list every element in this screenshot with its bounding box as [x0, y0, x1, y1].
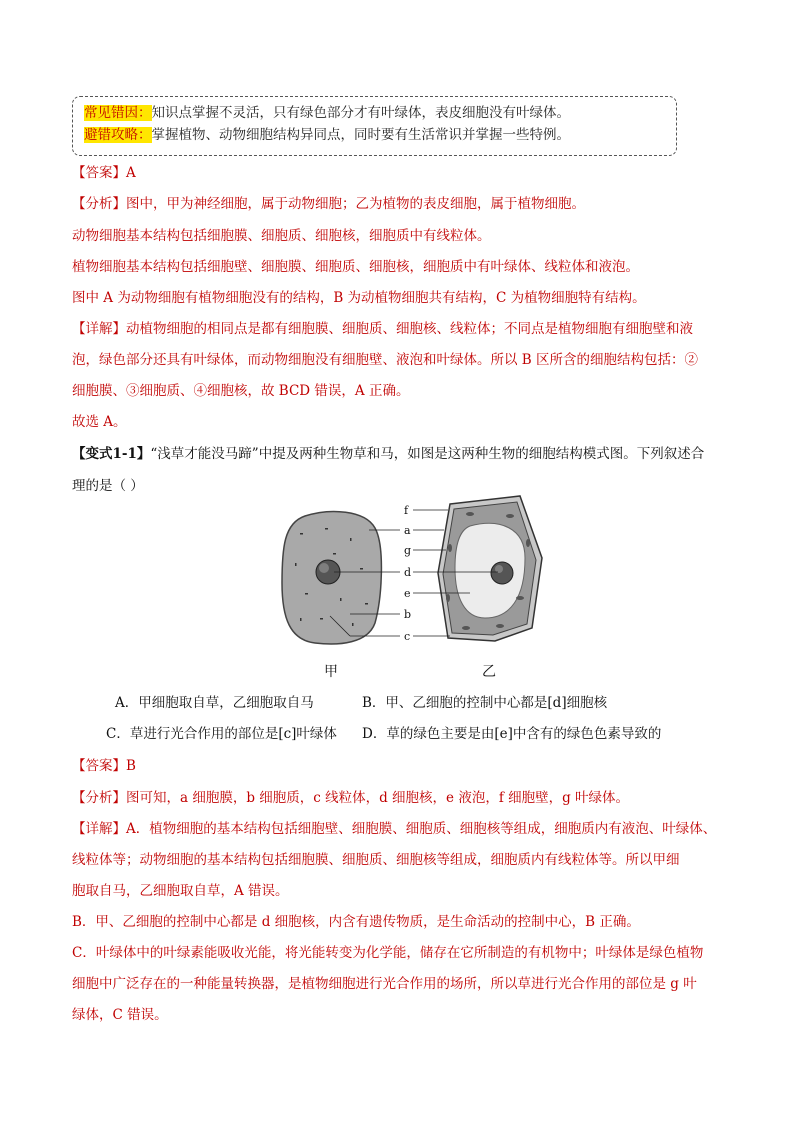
- common-error-text: 知识点掌握不灵活，只有绿色部分才有叶绿体，表皮细胞没有叶绿体。: [151, 105, 570, 121]
- q1-analysis-line4: 图中 A 为动物细胞有植物细胞没有的结构，B 为动植物细胞共有结构，C 为植物细胞特有结构。: [72, 290, 646, 306]
- q2-stem-line2: 理的是（ ）: [72, 478, 144, 494]
- q1-analysis-line3: 植物细胞基本结构包括细胞壁、细胞膜、细胞质、细胞核，细胞质中有叶绿体、线粒体和液泡。: [72, 259, 639, 275]
- q1-detail-line2: 泡，绿色部分还具有叶绿体，而动物细胞没有细胞壁、液泡和叶绿体。所以 B 区所含的细胞结构包括：②: [72, 352, 699, 368]
- q1-answer: 【答案】A: [72, 165, 136, 181]
- option-d[interactable]: D．草的绿色主要是由[e]中含有的绿色色素导致的: [362, 726, 662, 742]
- q1-detail-tag: 【详解】: [72, 321, 126, 337]
- q2-detail-line2: 线粒体等；动物细胞的基本结构包括细胞膜、细胞质、细胞核等组成，细胞质内有线粒体等。所以甲细: [72, 852, 680, 868]
- q1-analysis-tag: 【分析】: [72, 196, 126, 212]
- q1-detail-text: 动植物细胞的相同点是都有细胞膜、细胞质、细胞核、线粒体；不同点是植物细胞有细胞壁和液: [126, 321, 693, 337]
- q2-tag: 【变式1-1】: [72, 446, 151, 462]
- q2-detail-c3: 绿体，C 错误。: [72, 1007, 168, 1023]
- caption-jia: 甲: [324, 664, 338, 680]
- tip-line-2: [84, 126, 570, 144]
- q2-stem-text: “浅草才能没马蹄”中提及两种生物草和马，如图是这两种生物的细胞结构模式图。下列叙述合: [150, 446, 705, 462]
- label-f: f: [404, 504, 409, 517]
- q2-analysis-tag: 【分析】: [72, 790, 126, 806]
- q2-detail-text: A．植物细胞的基本结构包括细胞壁、细胞膜、细胞质、细胞核等组成，细胞质内有液泡、叶绿体、: [126, 821, 717, 837]
- avoid-error-text: 掌握植物、动物细胞结构异同点，同时要有生活常识并掌握一些特例。: [151, 127, 570, 143]
- option-c[interactable]: C．草进行光合作用的部位是[c]叶绿体: [106, 726, 337, 742]
- option-b[interactable]: B．甲、乙细胞的控制中心都是[d]细胞核: [362, 695, 608, 711]
- q1-analysis-text: 图中，甲为神经细胞，属于动物细胞；乙为植物的表皮细胞，属于植物细胞。: [126, 196, 585, 212]
- figure-labels: [404, 504, 411, 643]
- q2-detail-c1: C．叶绿体中的叶绿素能吸收光能，将光能转变为化学能，储存在它所制造的有机物中；叶绿体是绿色植物: [72, 945, 704, 961]
- cell-diagram: [270, 488, 560, 683]
- label-d: d: [404, 566, 412, 579]
- plant-nucleus: [491, 562, 513, 584]
- q1-choose: 故选 A。: [72, 414, 127, 430]
- caption-yi: 乙: [482, 664, 496, 680]
- q2-analysis: [72, 789, 629, 807]
- q2-answer: 【答案】B: [72, 758, 136, 774]
- q2-detail-line3: 胞取自马，乙细胞取自草，A 错误。: [72, 883, 289, 899]
- common-error-label: 常见错因：: [84, 105, 152, 121]
- q1-analysis: [72, 195, 585, 213]
- label-a: a: [404, 524, 411, 537]
- avoid-error-label: 避错攻略：: [84, 127, 152, 143]
- q1-analysis-line2: 动物细胞基本结构包括细胞膜、细胞质、细胞核，细胞质中有线粒体。: [72, 228, 491, 244]
- q2-detail-line1: [72, 820, 716, 838]
- q2-stem-line1: [72, 445, 704, 463]
- label-g: g: [404, 544, 412, 557]
- option-a[interactable]: A．甲细胞取自草，乙细胞取自马: [115, 695, 314, 711]
- label-b: b: [404, 608, 412, 621]
- tip-line-1: [84, 104, 570, 122]
- q1-detail-line1: [72, 320, 693, 338]
- label-c: c: [404, 630, 411, 643]
- q2-detail-tag: 【详解】: [72, 821, 126, 837]
- q2-detail-c2: 细胞中广泛存在的一种能量转换器，是植物细胞进行光合作用的场所，所以草进行光合作用的部位是 g 叶: [72, 976, 697, 992]
- q2-detail-b: B．甲、乙细胞的控制中心都是 d 细胞核，内含有遗传物质，是生命活动的控制中心，B 正确。: [72, 914, 640, 930]
- q2-analysis-text: 图可知，a 细胞膜，b 细胞质，c 线粒体，d 细胞核，e 液泡，f 细胞壁，g 叶绿体。: [126, 790, 630, 806]
- label-e: e: [404, 587, 411, 600]
- q1-detail-line3: 细胞膜、③细胞质、④细胞核，故 BCD 错误，A 正确。: [72, 383, 410, 399]
